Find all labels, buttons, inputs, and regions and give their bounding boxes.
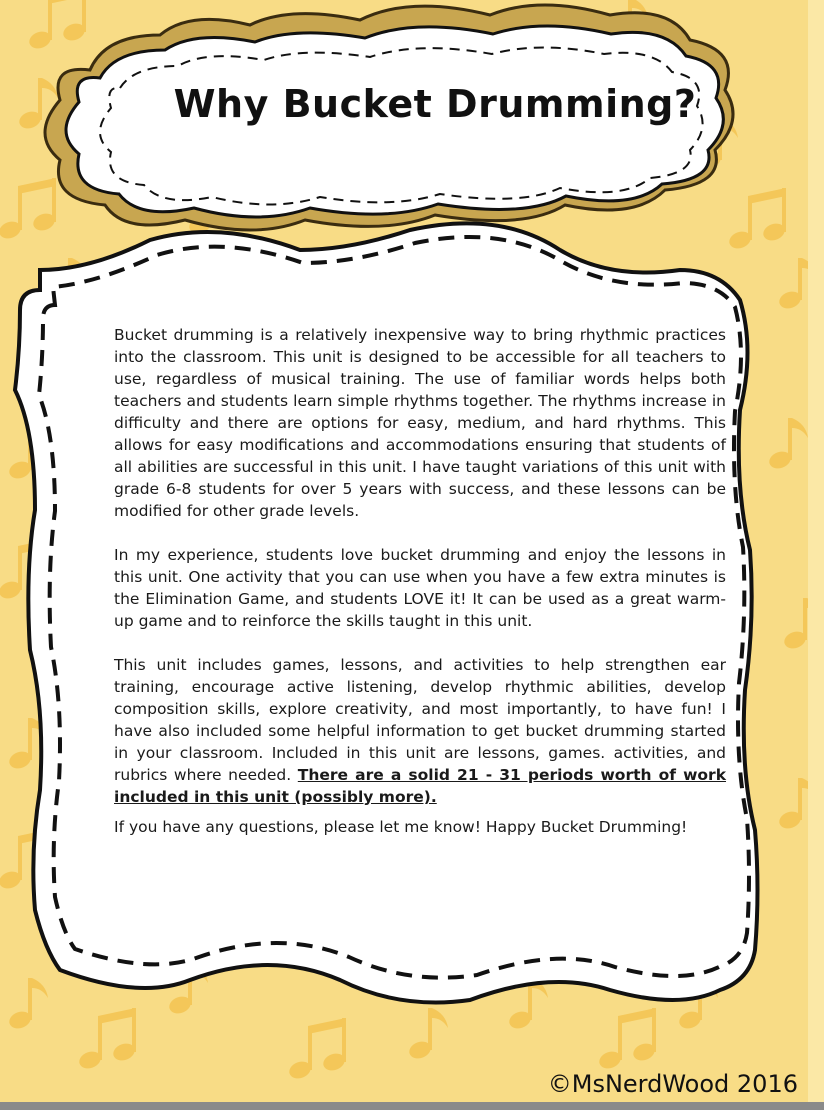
- paragraph-closing: If you have any questions, please let me know! Happy Bucket Drumming!: [114, 818, 688, 836]
- paragraph-experience: In my experience, students love bucket drumming and enjoy the lessons in this unit. One activity that you can use when you have a few extra minutes is the Elimination Game, and students LOVE it! It can be used as a great warm-up game and to reinforce the skills taught in this unit.: [114, 546, 726, 630]
- periods-underlined-text: There are a solid 21 - 31 periods worth of work included in this unit (possibly more).: [114, 766, 727, 806]
- right-margin-strip: [808, 0, 824, 1102]
- page-title: Why Bucket Drumming?: [173, 82, 697, 126]
- paragraph-intro: Bucket drumming is a relatively inexpensive way to bring rhythmic practices into the classroom. This unit is designed to be accessible for all teachers to use, regardless of musical training. The use of familiar words helps both teachers and students learn simple rhythms together. The rhythms increase in difficulty and there are options for easy, medium, and hard rhythms. This allows for easy modifications and accommodations ensuring that students of all abilities are successful in this unit. I have taught variations of this unit with grade 6-8 students for over 5 years with success, and these lessons can be modified for other grade levels.: [114, 326, 726, 520]
- paragraph-includes-text: This unit includes games, lessons, and activities to help strengthen ear training, encourage active listening, develop rhythmic abilities, develop composition skills, explore creativity, and most importantly, to have fun! I have also included some helpful information to get bucket drumming started in your classroom. Included in this unit are lessons, games. activities, and rubrics where needed.: [114, 656, 726, 784]
- body-text: [114, 324, 726, 838]
- paragraph-includes: [114, 654, 726, 808]
- bottom-scrollbar-edge: [0, 1102, 824, 1110]
- copyright-text: ©MsNerdWood 2016: [547, 1070, 798, 1098]
